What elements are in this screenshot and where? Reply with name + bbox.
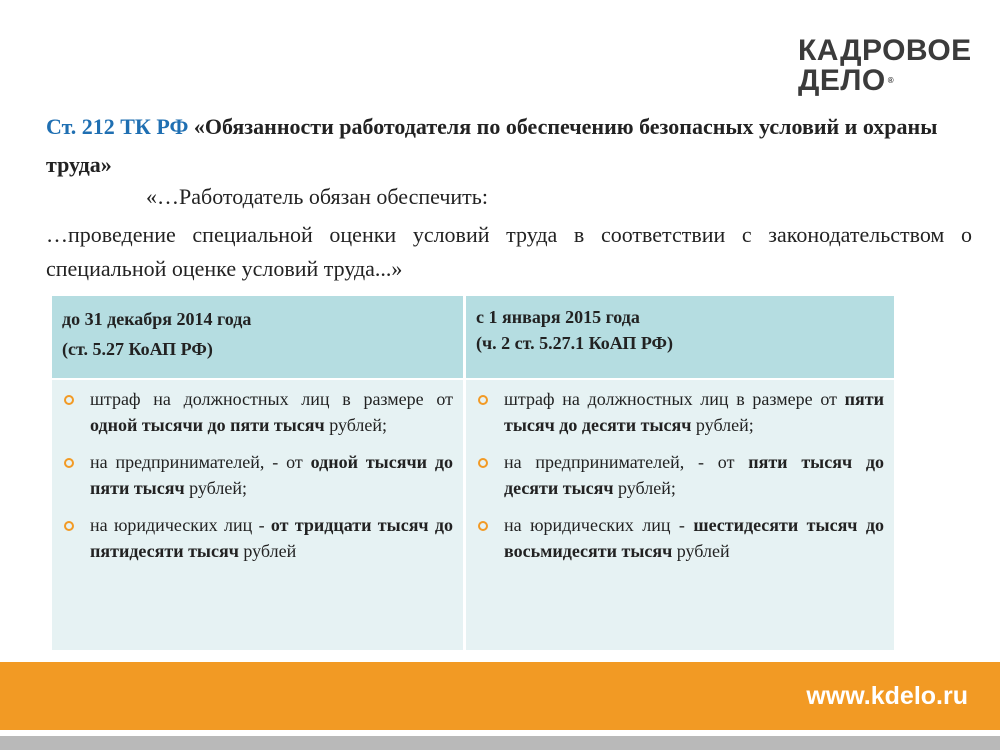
article-title: «Обязанности работодателя по обеспечению безопасных условий и охраны труда»	[46, 114, 938, 177]
header-right-date: с 1 января 2015 года	[476, 307, 640, 327]
bullet-ring-icon	[64, 521, 74, 531]
bullet-ring-icon	[64, 458, 74, 468]
fines-before-2015-cell	[52, 380, 463, 650]
list-item: на юридических лиц - от тридцати тысяч до пятидесяти тысяч рублей	[52, 512, 453, 564]
header-left-date: до 31 декабря 2014 года	[62, 309, 252, 329]
bullet-ring-icon	[64, 395, 74, 405]
list-item: штраф на должностных лиц в размере от одной тысячи до пяти тысяч рублей;	[52, 386, 453, 438]
bullet-ring-icon	[478, 458, 488, 468]
list-item: штраф на должностных лиц в размере от пяти тысяч до десяти тысяч рублей;	[466, 386, 884, 438]
registered-mark: ®	[887, 76, 895, 85]
header-before-2015	[52, 296, 463, 378]
header-from-2015	[466, 296, 894, 378]
footer-stripe	[0, 736, 1000, 750]
logo-line-2: ДЕЛО	[798, 64, 886, 97]
list-item: на предпринимателей, - от пяти тысяч до десяти тысяч рублей;	[466, 449, 884, 501]
brand-logo	[798, 36, 972, 96]
logo-line-1: КАДРОВОЕ	[798, 34, 972, 67]
bullet-ring-icon	[478, 521, 488, 531]
fines-from-2015-cell	[466, 380, 894, 650]
quote-intro: «…Работодатель обязан обеспечить:	[146, 184, 488, 209]
list-item: на юридических лиц - шестидесяти тысяч до восьмидесяти тысяч рублей	[466, 512, 884, 564]
header-right-ref: (ч. 2 ст. 5.27.1 КоАП РФ)	[476, 333, 673, 353]
bullet-ring-icon	[478, 395, 488, 405]
list-item: на предпринимателей, - от одной тысячи до пяти тысяч рублей;	[52, 449, 453, 501]
header-left-ref: (ст. 5.27 КоАП РФ)	[62, 339, 213, 359]
article-reference: Ст. 212 ТК РФ	[46, 114, 189, 139]
website-link[interactable]: www.kdelo.ru	[806, 682, 968, 710]
slide-heading	[46, 108, 976, 184]
fines-comparison-table	[52, 296, 894, 650]
footer-bar	[0, 662, 1000, 730]
quote-body: …проведение специальной оценки условий труда в соответствии с законодательством о специальной оценке условий труда...»	[46, 222, 972, 281]
